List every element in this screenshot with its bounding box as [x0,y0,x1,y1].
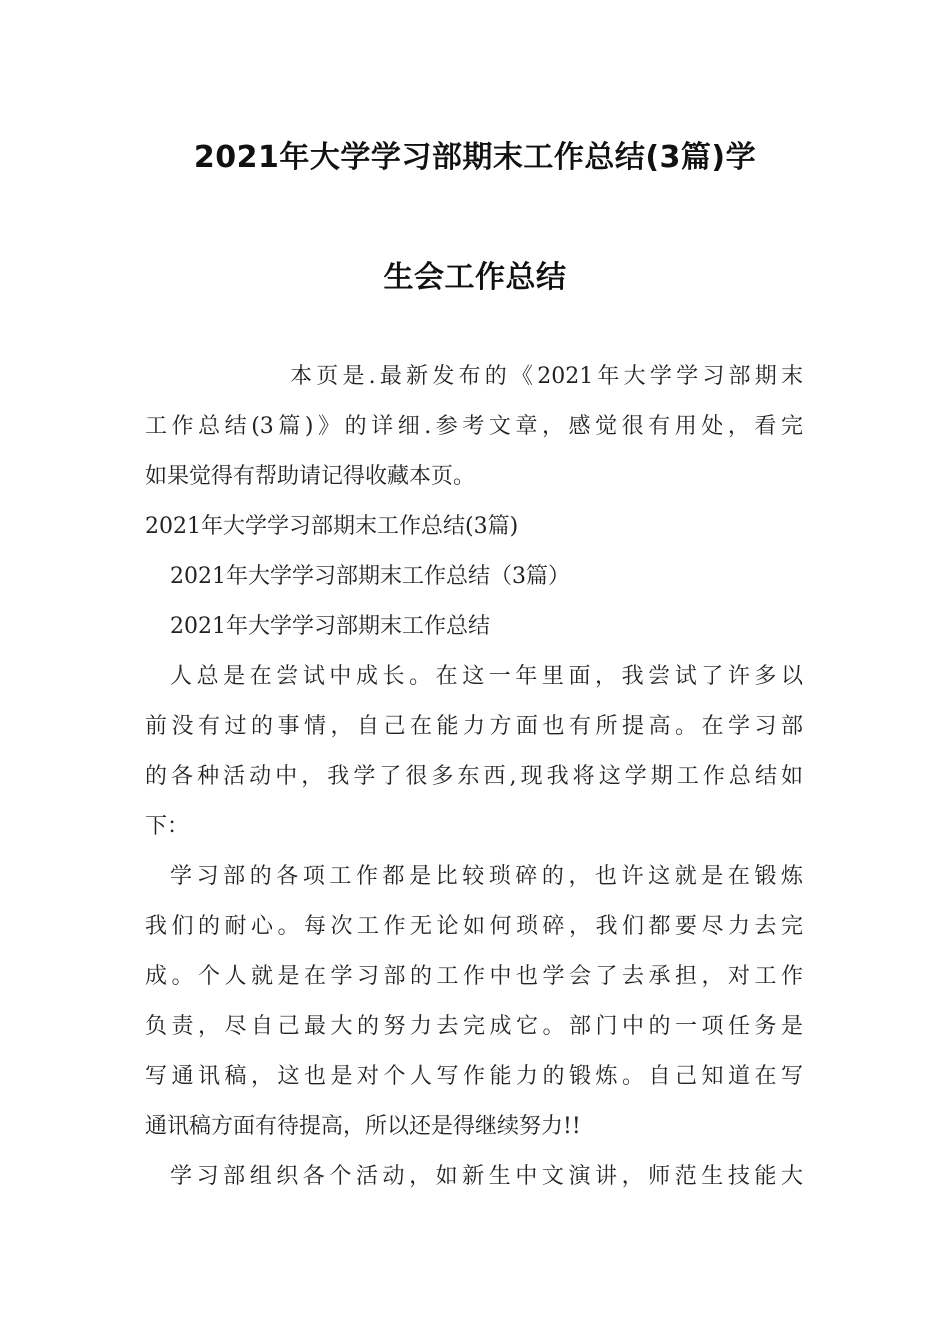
body-paragraph-2-line-3: 成。个人就是在学习部的工作中也学会了去承担，对工作 [145,964,803,989]
intro-line-2: 工作总结(3篇)》的详细.参考文章，感觉很有用处，看完 [145,414,803,439]
body-paragraph-1-line-2: 前没有过的事情，自己在能力方面也有所提高。在学习部 [145,714,803,739]
body-paragraph-2-line-1: 学习部的各项工作都是比较琐碎的，也许这就是在锻炼 [170,864,803,889]
document-title-line-1: 2021年大学学习部期末工作总结(3篇)学 [193,140,757,175]
body-paragraph-3-line-1: 学习部组织各个活动，如新生中文演讲，师范生技能大 [170,1164,803,1189]
intro-line-1: 本页是.最新发布的《2021年大学学习部期末 [290,364,803,389]
intro-line-3: 如果觉得有帮助请记得收藏本页。 [145,464,476,489]
section-heading-2: 2021年大学学习部期末工作总结（3篇） [170,564,570,589]
body-paragraph-2-line-4: 负责，尽自己最大的努力去完成它。部门中的一项任务是 [145,1014,803,1039]
body-paragraph-1-line-1: 人总是在尝试中成长。在这一年里面，我尝试了许多以 [170,664,803,689]
body-paragraph-1-line-3: 的各种活动中，我学了很多东西,现我将这学期工作总结如 [145,764,803,789]
body-paragraph-2-line-6: 通讯稿方面有待提高，所以还是得继续努力!! [145,1114,581,1139]
body-paragraph-2-line-5: 写通讯稿，这也是对个人写作能力的锻炼。自己知道在写 [145,1064,803,1089]
document-title-line-2: 生会工作总结 [383,260,567,295]
section-heading-1: 2021年大学学习部期末工作总结(3篇) [145,514,519,539]
body-paragraph-1-line-4: 下： [145,814,190,839]
body-paragraph-2-line-2: 我们的耐心。每次工作无论如何琐碎，我们都要尽力去完 [145,914,803,939]
section-heading-3: 2021年大学学习部期末工作总结 [170,614,490,639]
